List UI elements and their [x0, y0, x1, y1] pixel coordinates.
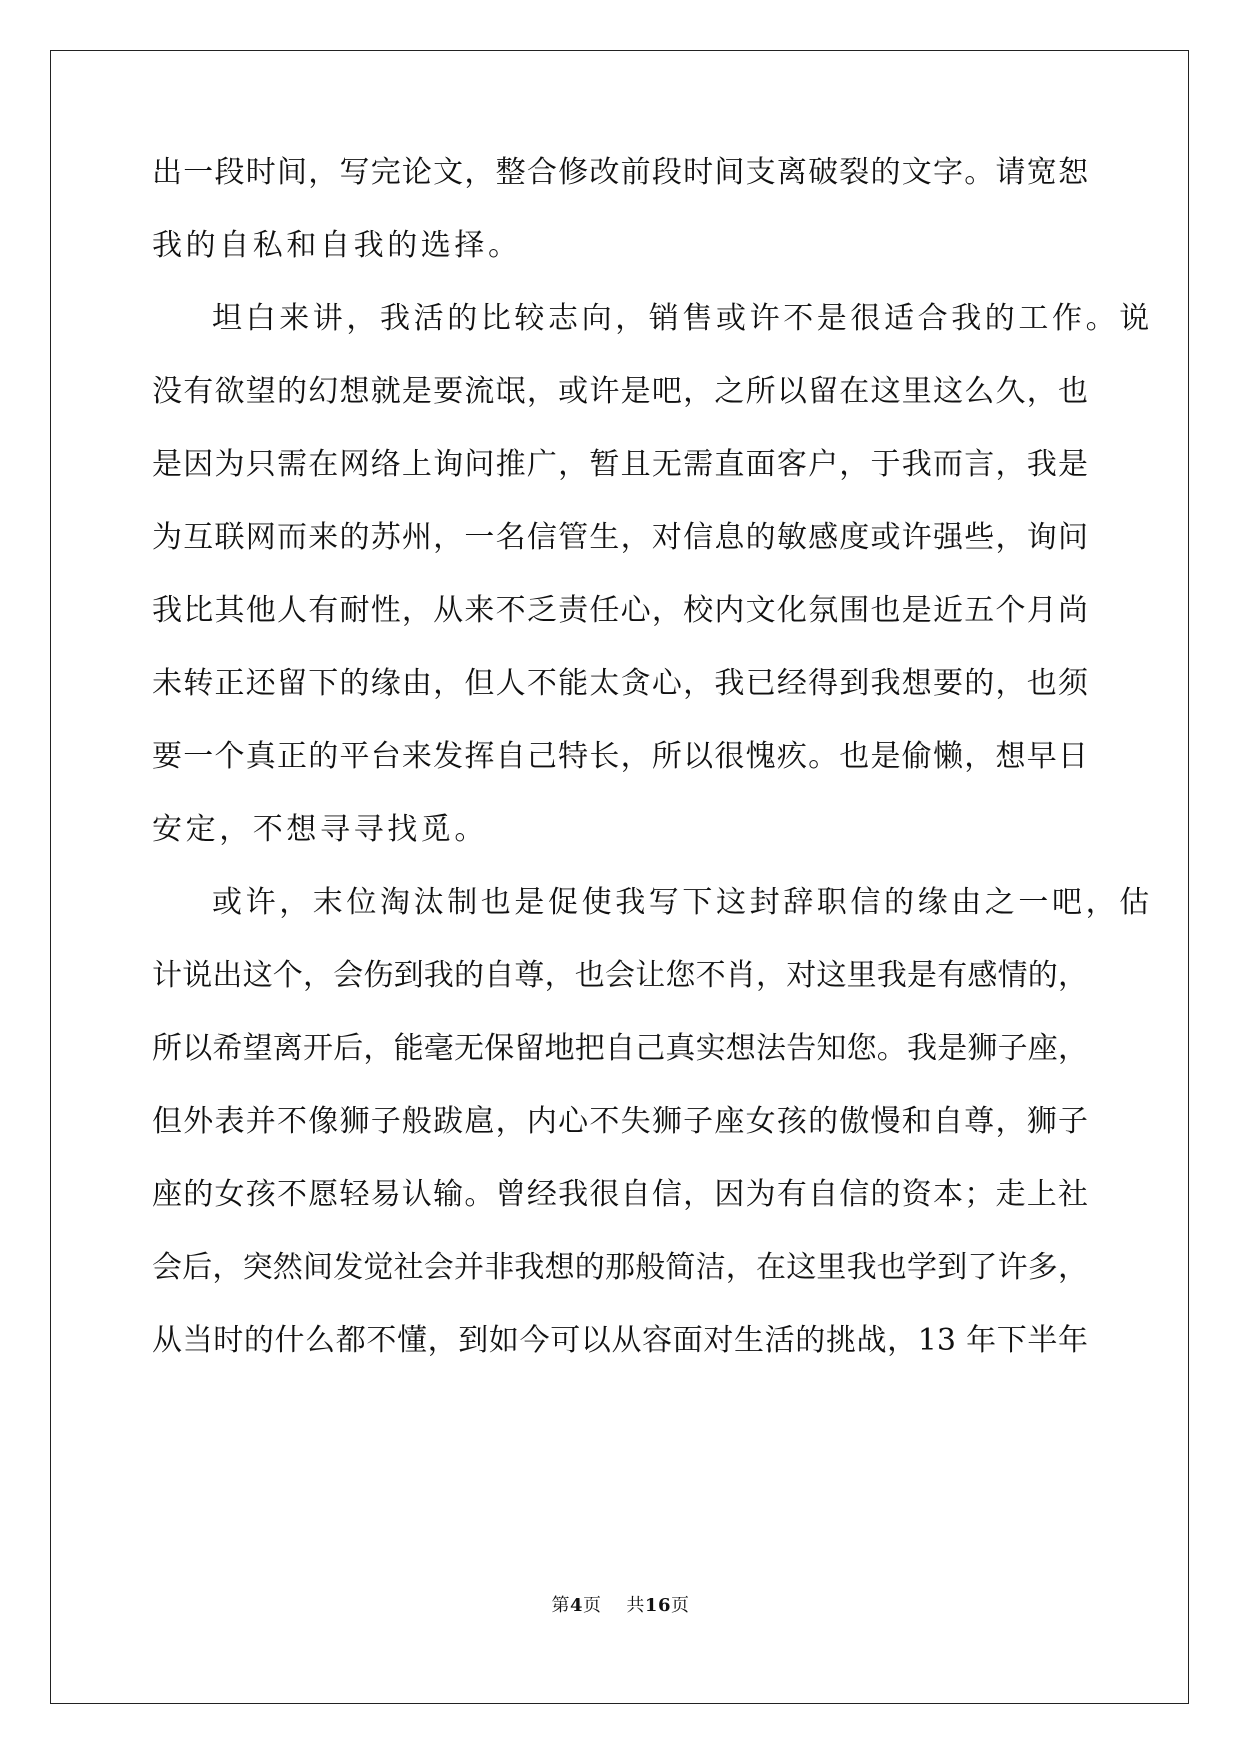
text-line: 计说出这个，会伤到我的自尊，也会让您不肖，对这里我是有感情的，	[152, 958, 1088, 993]
total-pages-number: 16	[644, 1595, 671, 1616]
footer-prefix: 第	[551, 1595, 570, 1616]
text-line: 出一段时间，写完论文，整合修改前段时间支离破裂的文字。请宽恕	[152, 155, 1088, 190]
text-line: 为互联网而来的苏州，一名信管生，对信息的敏感度或许强些，询问	[152, 520, 1088, 555]
text-line: 所以希望离开后，能毫无保留地把自己真实想法告知您。我是狮子座，	[152, 1031, 1088, 1066]
page-footer	[0, 1594, 1241, 1618]
text-line: 会后，突然间发觉社会并非我想的那般简洁，在这里我也学到了许多，	[152, 1250, 1088, 1285]
current-page-number: 4	[570, 1595, 584, 1616]
text-line: 或许，末位淘汰制也是促使我写下这封辞职信的缘由之一吧，估	[212, 885, 1153, 920]
text-line: 未转正还留下的缘由，但人不能太贪心，我已经得到我想要的，也须	[152, 666, 1088, 701]
text-line: 要一个真正的平台来发挥自己特长，所以很愧疚。也是偷懒，想早日	[152, 739, 1088, 774]
footer-total-suffix: 页	[670, 1595, 690, 1616]
text-line: 安定，不想寻寻找觅。	[152, 812, 488, 847]
text-line: 我的自私和自我的选择。	[152, 228, 522, 263]
footer-total-prefix: 共	[626, 1595, 645, 1616]
text-line: 是因为只需在网络上询问推广，暂且无需直面客户，于我而言，我是	[152, 447, 1088, 482]
footer-page-suffix: 页	[583, 1595, 602, 1616]
text-line: 座的女孩不愿轻易认输。曾经我很自信，因为有自信的资本；走上社	[152, 1177, 1088, 1212]
text-line: 我比其他人有耐性，从来不乏责任心，校内文化氛围也是近五个月尚	[152, 593, 1088, 628]
text-line: 但外表并不像狮子般跋扈，内心不失狮子座女孩的傲慢和自尊，狮子	[152, 1104, 1088, 1139]
text-line: 从当时的什么都不懂，到如今可以从容面对生活的挑战，13 年下半年	[152, 1323, 1088, 1358]
text-line: 没有欲望的幻想就是要流氓，或许是吧，之所以留在这里这么久，也	[152, 374, 1088, 409]
text-line: 坦白来讲，我活的比较志向，销售或许不是很适合我的工作。说	[212, 301, 1153, 336]
